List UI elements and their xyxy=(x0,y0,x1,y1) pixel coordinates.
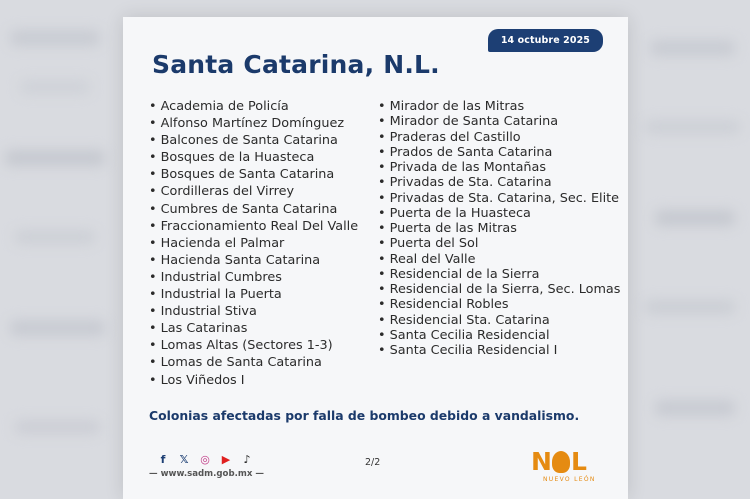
colonia-item: • Real del Valle xyxy=(378,252,620,267)
colonia-item: • Industrial Stiva xyxy=(149,303,358,320)
colonia-item: • Alfonso Martínez Domínguez xyxy=(149,115,358,132)
colonia-item: • Hacienda Santa Catarina xyxy=(149,252,358,269)
colonia-item: • Praderas del Castillo xyxy=(378,130,620,145)
colonia-item: • Puerta de las Mitras xyxy=(378,221,620,236)
colonia-item: • Puerta del Sol xyxy=(378,236,620,251)
colonia-item: • Privadas de Sta. Catarina xyxy=(378,175,620,190)
colonias-list-left xyxy=(149,98,358,389)
colonia-item: • Bosques de la Huasteca xyxy=(149,149,358,166)
youtube-icon[interactable]: ▶ xyxy=(221,452,231,466)
logo-letter-n: N xyxy=(531,447,551,476)
colonia-item: • Privada de las Montañas xyxy=(378,160,620,175)
colonia-item: • Mirador de las Mitras xyxy=(378,99,620,114)
colonia-item: • Fraccionamiento Real Del Valle xyxy=(149,218,358,235)
colonia-item: • Residencial Sta. Catarina xyxy=(378,313,620,328)
date-badge: 14 octubre 2025 xyxy=(488,29,603,52)
facebook-icon[interactable]: f xyxy=(160,452,166,466)
colonia-item: • Cordilleras del Virrey xyxy=(149,183,358,200)
tiktok-icon[interactable]: ♪ xyxy=(243,452,251,466)
colonia-item: • Residencial Robles xyxy=(378,297,620,312)
nuevo-leon-logo xyxy=(531,447,606,493)
colonia-item: • Privadas de Sta. Catarina, Sec. Elite xyxy=(378,191,620,206)
colonia-item: • Mirador de Santa Catarina xyxy=(378,114,620,129)
announcement-card xyxy=(123,17,628,499)
colonias-list-right xyxy=(378,99,620,358)
instagram-icon[interactable]: ◎ xyxy=(200,452,210,466)
lion-icon xyxy=(552,451,570,473)
page-title: Santa Catarina, N.L. xyxy=(152,50,440,79)
colonia-item: • Residencial de la Sierra xyxy=(378,267,620,282)
colonia-item: • Puerta de la Huasteca xyxy=(378,206,620,221)
colonia-item: • Cumbres de Santa Catarina xyxy=(149,201,358,218)
colonia-item: • Lomas de Santa Catarina xyxy=(149,354,358,371)
logo-letter-l: L xyxy=(570,447,586,476)
colonia-item: • Residencial de la Sierra, Sec. Lomas xyxy=(378,282,620,297)
colonia-item: • Hacienda el Palmar xyxy=(149,235,358,252)
colonia-item: • Industrial la Puerta xyxy=(149,286,358,303)
colonia-item: • Academia de Policía xyxy=(149,98,358,115)
colonia-item: • Santa Cecilia Residencial I xyxy=(378,343,620,358)
website-url[interactable]: — www.sadm.gob.mx — xyxy=(149,469,264,479)
colonia-item: • Prados de Santa Catarina xyxy=(378,145,620,160)
colonia-item: • Santa Cecilia Residencial xyxy=(378,328,620,343)
affected-note: Colonias afectadas por falla de bombeo debido a vandalismo. xyxy=(149,408,580,423)
colonia-item: • Los Viñedos I xyxy=(149,372,358,389)
social-links xyxy=(156,452,254,466)
page-indicator: 2/2 xyxy=(365,457,381,468)
colonia-item: • Las Catarinas xyxy=(149,320,358,337)
colonia-item: • Lomas Altas (Sectores 1-3) xyxy=(149,337,358,354)
colonia-item: • Bosques de Santa Catarina xyxy=(149,166,358,183)
x-icon[interactable]: 𝕏 xyxy=(179,452,189,466)
colonia-item: • Balcones de Santa Catarina xyxy=(149,132,358,149)
logo-subtitle: NUEVO LEÓN xyxy=(543,476,596,483)
colonia-item: • Industrial Cumbres xyxy=(149,269,358,286)
